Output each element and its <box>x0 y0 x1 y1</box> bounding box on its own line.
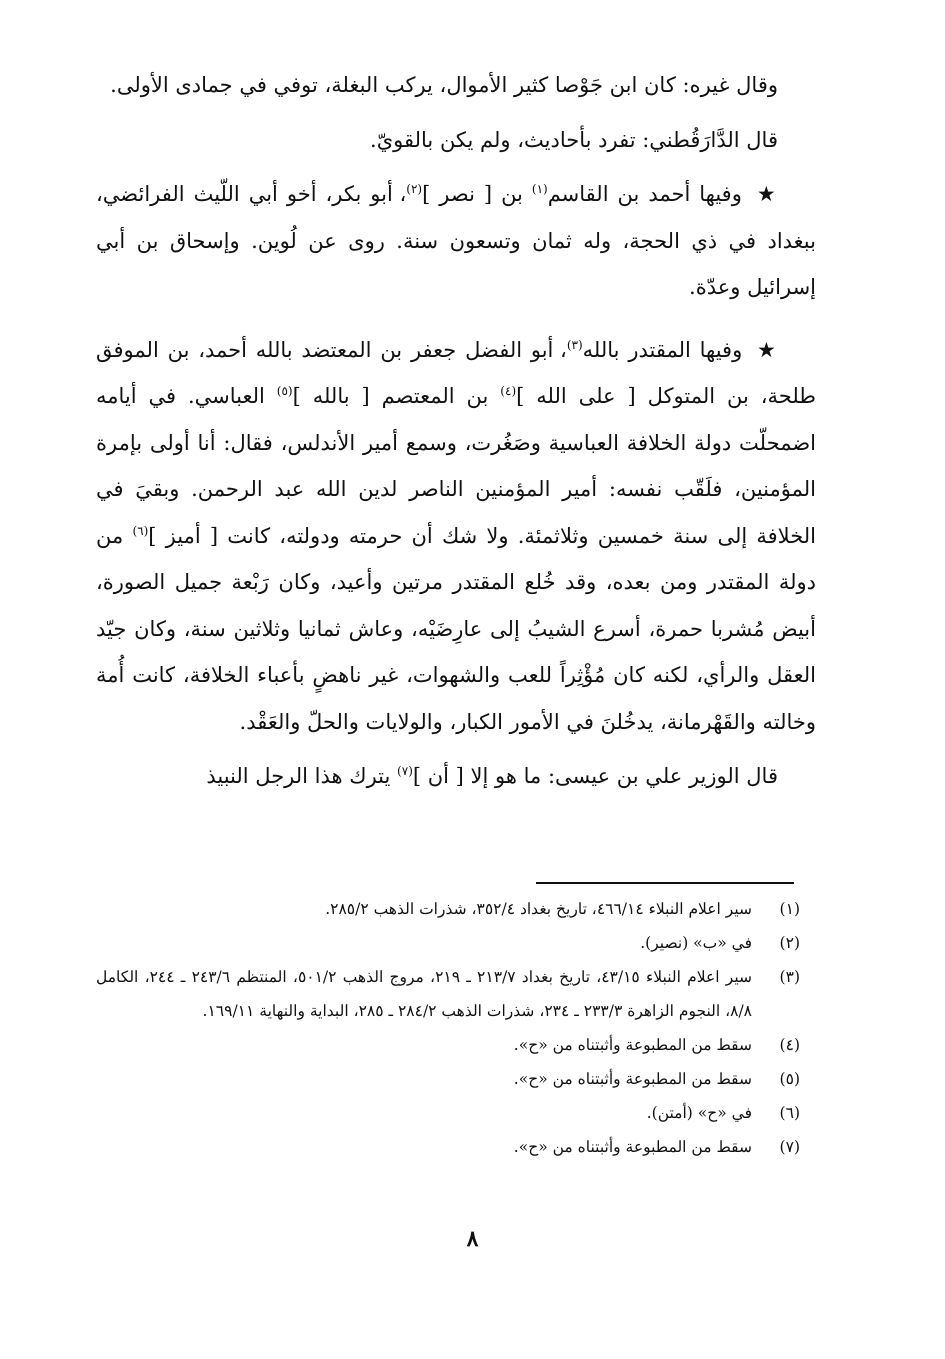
page-number: ٨ <box>466 1226 479 1252</box>
footnote-ref-7[interactable]: (٧) <box>397 764 413 778</box>
footnote-ref-1[interactable]: (١) <box>531 182 548 196</box>
footnote-ref-2[interactable]: (٢) <box>406 182 423 196</box>
footnote-item <box>96 1062 800 1096</box>
footnote-text: في «ح» (أمتن). <box>646 1104 752 1122</box>
entry-text: العباسي. في أيامه اضمحلّت دولة الخلافة العباسية وصَغُرت، وسمع أمير الأندلس، فقال: أنا أولى بإمرة المؤمنين، فلَقّب نفسه: أمير المؤمنين الناصر لدين الله عبد الرحمن. وبقيَ في الخلافة إلى سنة خمسين وثلاثمئة. ولا شك أن حرمته ودولته، كانت [ أميز ] <box>96 384 816 548</box>
entry-text: بن المعتصم [ بالله ] <box>292 384 501 408</box>
footnote-text: سير اعلام النبلاء ٤٦٦/١٤، تاريخ بغداد ٣٥٢/٤، شذرات الذهب ٢٨٥/٢. <box>325 900 752 918</box>
footnote-number: (٥) <box>779 1070 800 1088</box>
entry-text: بن [ نصر ] <box>422 182 532 206</box>
entry-text: من دولة المقتدر ومن بعده، وقد خُلع المقتدر مرتين وأعيد، وكان رَبْعة جميل الصورة، أبيض مُشربا حمرة، أسرع الشيبُ إلى عارِضَيْه، وعاش ثمانيا وثلاثين سنة، وكان جيّد العقل والرأي، لكنه كان مُؤْثِراً للعب والشهوات، غير ناهضٍ بأعباء الخلافة، كانت أُمة وخالته والقَهْرمانة، يدخُلنَ في الأمور الكبار، والولايات والحلّ والعَقْد. <box>96 523 816 734</box>
entry-marker: ★ <box>756 182 778 206</box>
footnote-item <box>96 892 800 926</box>
footnote-ref-3[interactable]: (٣) <box>566 337 583 352</box>
footnote-item <box>96 926 800 960</box>
entry-text: ، أبو الفضل جعفر بن المعتضد بالله أحمد، بن الموفق طلحة، بن المتوكل [ على الله ] <box>96 337 817 408</box>
footnote-ref-5[interactable]: (٥) <box>276 384 293 398</box>
footnote-item <box>96 1096 800 1130</box>
footnote-text: سقط من المطبوعة وأثبتناه من «ح». <box>513 1138 752 1156</box>
entry-marker: ★ <box>757 337 779 362</box>
paragraph-text: يترك هذا الرجل النبيذ <box>206 764 398 788</box>
footnotes-section <box>96 892 800 1164</box>
footnote-item <box>96 960 800 1028</box>
paragraph-vizier <box>96 753 816 800</box>
entry-text: وفيها المقتدر بالله <box>582 337 743 362</box>
footnote-item <box>96 1130 800 1164</box>
entry-text: ، أبو بكر، أخو أبي اللّيث الفرائضي، ببغداد في ذي الحجة، وله ثمان وتسعون سنة. روى عن لُوين. وإسحاق بن أبي إسرائيل وعدّة. <box>96 182 816 299</box>
paragraph-daraqutni <box>96 117 816 164</box>
footnote-number: (١) <box>779 900 800 918</box>
paragraph-jawsa <box>96 62 816 109</box>
paragraph-text: قال الوزير علي بن عيسى: ما هو إلا [ أن ] <box>412 764 778 788</box>
footnote-text: سير اعلام النبلاء ٤٣/١٥، تاريخ بغداد ٢١٣/٧ ـ ٢١٩، مروج الذهب ٥٠١/٢، المنتظم ٢٤٣/٦ ـ ٢٤٤، الكامل ٨/٨، النجوم الزاهرة ٢٣٣/٣ ـ ٢٣٤، شذرات الذهب ٢٨٤/٢ ـ ٢٨٥، البداية والنهاية ١٦٩/١١. <box>96 968 752 1020</box>
entry-text: وفيها أحمد بن القاسم <box>547 182 742 206</box>
footnote-divider <box>536 882 794 884</box>
footnote-text: سقط من المطبوعة وأثبتناه من «ح». <box>513 1070 752 1088</box>
footnote-number: (٦) <box>779 1104 800 1122</box>
footnote-text: سقط من المطبوعة وأثبتناه من «ح». <box>513 1036 752 1054</box>
footnote-item <box>96 1028 800 1062</box>
footnote-ref-4[interactable]: (٤) <box>500 384 517 398</box>
paragraph-text: قال الدَّارَقُطني: تفرد بأحاديث، ولم يكن بالقويّ. <box>370 127 778 152</box>
footnote-number: (٤) <box>779 1036 800 1054</box>
footnote-text: في «ب» (نصير). <box>640 934 752 952</box>
footnote-ref-6[interactable]: (٦) <box>132 523 149 538</box>
entry-ahmad-ibn-al-qasim <box>96 171 816 311</box>
footnote-number: (٧) <box>779 1138 800 1156</box>
main-text <box>96 62 816 800</box>
paragraph-text: وقال غيره: كان ابن جَوْصا كثير الأموال، يركب البغلة، توفي في جمادى الأولى. <box>110 73 778 97</box>
entry-al-muqtadir <box>96 327 816 746</box>
footnote-number: (٣) <box>779 968 800 986</box>
footnote-number: (٢) <box>779 934 800 952</box>
